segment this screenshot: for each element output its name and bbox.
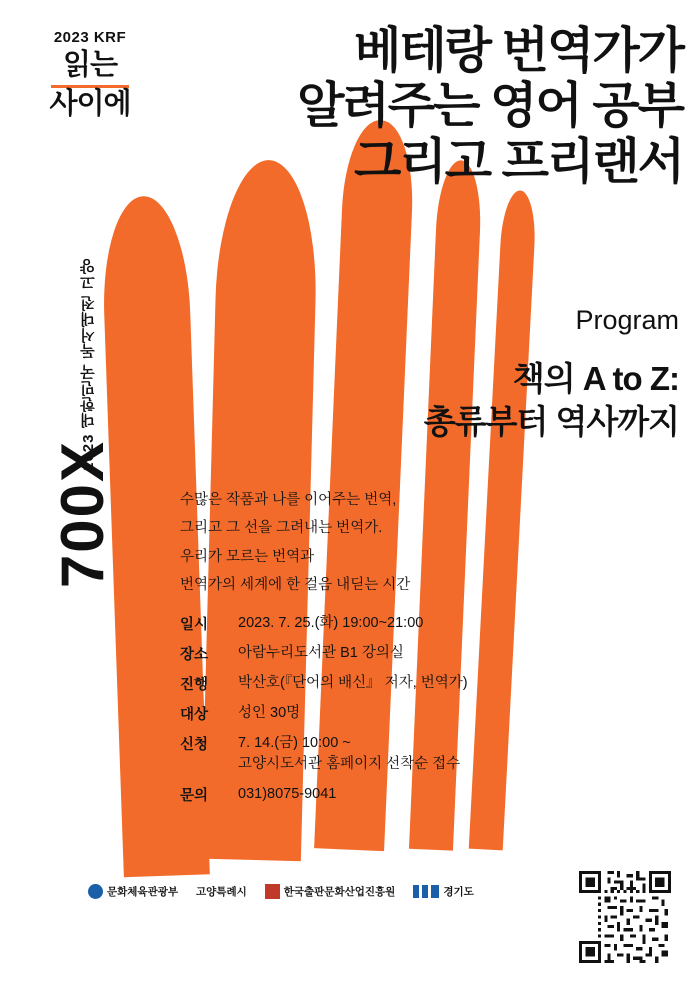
description-line-2: 그리고 그 선을 그려내는 번역가. [180,520,383,537]
description-text [180,486,510,599]
sponsor-logo-goyang [196,884,247,899]
table-row [180,733,540,775]
festival-logo [30,30,150,119]
event-details-table [180,613,540,814]
program-title [179,358,679,444]
detail-value: 성인 30명 [238,705,301,722]
program-title-line-1: 책의 A to Z: [512,360,679,397]
gyeonggi-emblem-icon [413,885,439,898]
detail-value: 아람누리도서관 B1 강의실 [238,645,404,662]
detail-label: 장소 [180,647,209,664]
headline-line-2: 알려주는 영어 공부 [297,79,683,134]
sponsor-name: 문화체육관광부 [107,886,179,898]
detail-value [238,733,540,775]
logo-line-2: 사이에 [49,88,131,120]
sponsor-name: 경기도 [443,886,474,898]
detail-value: 031)8075-9041 [238,786,337,803]
program-title-line-2: 총류부터 역사까지 [423,402,679,440]
description-line-3: 우리가 모르는 번역과 [180,548,315,565]
logo-year: 2023 KRF [53,29,127,46]
detail-label: 대상 [180,707,209,724]
sponsor-logo-mcst [88,884,178,899]
logo-line-1: 읽는 [62,49,118,81]
kpipa-emblem-icon [265,884,280,899]
sponsor-logo-gyeonggi [413,884,473,899]
ministry-emblem-icon [88,884,103,899]
table-row [180,784,540,805]
description-line-1: 수많은 작품과 나를 이어주는 번역, [180,492,397,508]
detail-label: 신청 [180,737,209,754]
detail-value: 박산호(『단어의 배신』 저자, 번역가) [238,675,468,692]
detail-value-main: 7. 14.(금) 10:00 ~ [238,735,351,752]
headline-line-3: 그리고 프리랜서 [354,134,683,189]
festival-name-vertical: 2023 대한민국 독서대전 고양 [80,258,97,471]
table-row [180,673,540,694]
sponsor-name: 고양특례시 [196,886,247,898]
headline-line-1: 베테랑 번역가가 [354,24,683,78]
table-row [180,703,540,724]
program-code-vertical: 700X [49,440,116,589]
detail-label: 일시 [180,617,209,633]
detail-label: 진행 [180,677,209,694]
program-label: Program [575,305,679,335]
table-row [180,613,540,634]
sponsor-logos [88,884,474,899]
sponsor-name: 한국출판문화산업진흥원 [283,886,396,898]
qr-code-icon[interactable] [579,871,671,963]
detail-value: 2023. 7. 25.(화) 19:00~21:00 [238,615,424,631]
table-row [180,643,540,664]
description-line-4: 번역가의 세계에 한 걸음 내딛는 시간 [180,576,411,593]
detail-label: 문의 [180,788,209,805]
detail-value-sub: 고양시도서관 홈페이지 선착순 접수 [238,756,461,773]
sponsor-logo-kpipa [265,884,396,899]
page-title [163,24,683,190]
